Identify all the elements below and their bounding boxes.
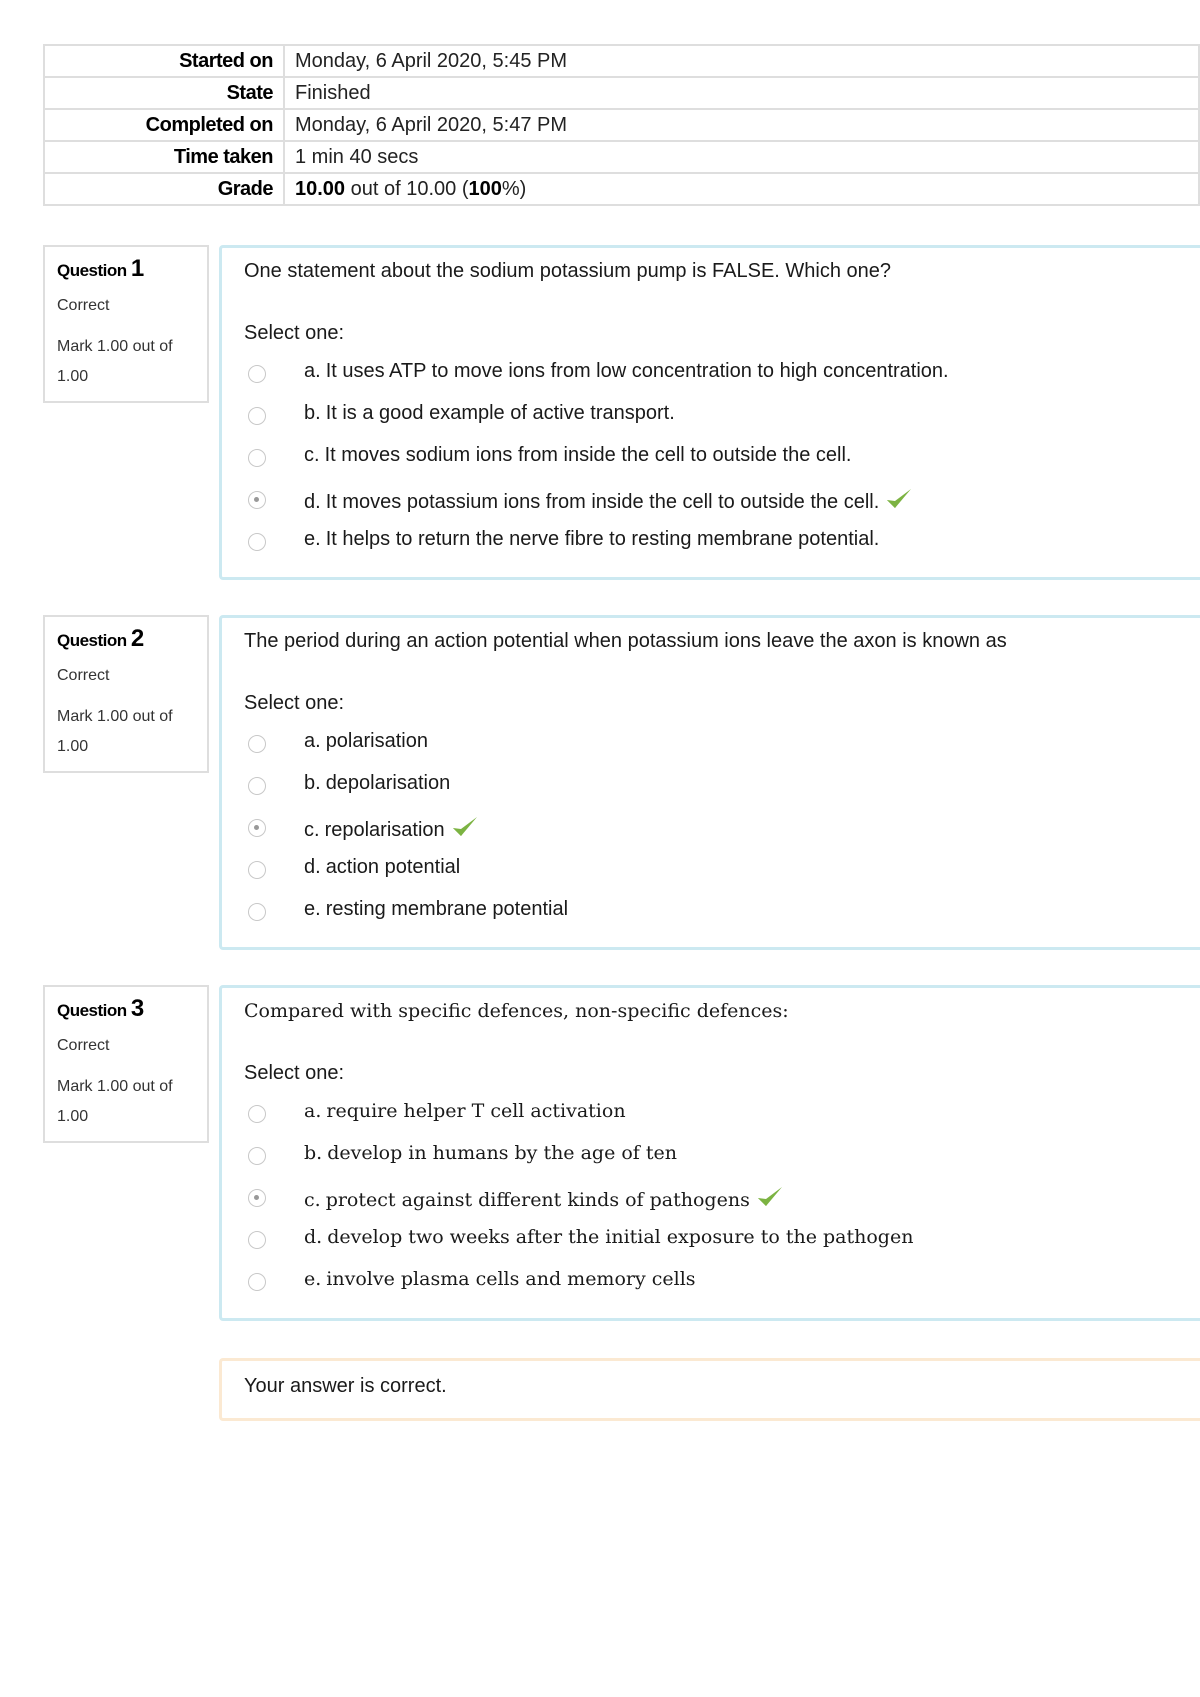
answer-radio[interactable] [248, 1189, 266, 1207]
answer-label [304, 528, 879, 551]
summary-row-time-taken [44, 141, 1199, 173]
answer-label [304, 444, 851, 467]
select-one-prompt: Select one: [244, 1062, 345, 1084]
answer-text: develop two weeks after the initial exposure to the pathogen [327, 1226, 914, 1248]
answer-radio[interactable] [248, 491, 266, 509]
answer-radio[interactable] [248, 407, 266, 425]
answer-option[interactable] [244, 1096, 1200, 1138]
attempt-summary-table [43, 44, 1200, 206]
question-formulation [219, 615, 1200, 950]
question-number [57, 625, 197, 653]
answer-letter: d. [304, 491, 321, 513]
answer-radio[interactable] [248, 1147, 266, 1165]
summary-label: Time taken [44, 141, 284, 173]
answer-letter: e. [304, 1268, 322, 1290]
summary-value: Monday, 6 April 2020, 5:47 PM [284, 109, 1199, 141]
answer-radio[interactable] [248, 533, 266, 551]
answer-text: repolarisation [324, 819, 445, 841]
answer-option[interactable] [244, 1264, 1200, 1306]
question-mark: Mark 1.00 out of 1.00 [57, 338, 173, 385]
answer-letter: c. [304, 819, 320, 841]
answer-letter: a. [304, 1100, 322, 1122]
answer-option[interactable] [244, 726, 1200, 768]
answer-label [304, 360, 949, 383]
answer-label [304, 730, 428, 753]
answer-radio[interactable] [248, 1231, 266, 1249]
answer-text: depolarisation [325, 772, 451, 794]
check-icon [885, 486, 913, 518]
answer-text: It is a good example of active transport. [325, 402, 675, 424]
answer-text: It helps to return the nerve fibre to resting membrane potential. [325, 528, 880, 550]
summary-value: 1 min 40 secs [284, 141, 1199, 173]
question-info [43, 615, 209, 773]
answer-radio[interactable] [248, 1105, 266, 1123]
question-state: Correct [57, 297, 110, 314]
question-state: Correct [57, 1037, 110, 1054]
question-text: The period during an action potential when potassium ions leave the axon is known as [244, 630, 1007, 652]
question-formulation [219, 985, 1200, 1321]
summary-row-started [44, 45, 1199, 77]
answer-letter: a. [304, 360, 321, 382]
answer-option[interactable] [244, 524, 1200, 566]
check-icon [756, 1184, 784, 1215]
summary-value: Finished [284, 77, 1199, 109]
feedback-box [219, 1358, 1200, 1421]
grade-out-of: out of 10.00 ( [345, 177, 469, 200]
answer-text: polarisation [325, 730, 428, 752]
answer-radio[interactable] [248, 365, 266, 383]
question-label: Question [57, 631, 127, 650]
question-label: Question [57, 261, 127, 280]
answer-option[interactable] [244, 1180, 1200, 1222]
question-number-value: 2 [130, 625, 144, 652]
answer-radio[interactable] [248, 735, 266, 753]
answer-label [304, 856, 460, 879]
answer-option[interactable] [244, 1222, 1200, 1264]
question-text: Compared with specific defences, non-specific defences: [244, 1000, 789, 1022]
answer-label [304, 1184, 784, 1215]
answer-text: resting membrane potential [325, 898, 569, 920]
select-one-prompt: Select one: [244, 322, 345, 344]
answer-letter: b. [304, 1142, 323, 1164]
summary-value: Monday, 6 April 2020, 5:45 PM [284, 45, 1199, 77]
answer-option[interactable] [244, 810, 1200, 852]
answer-label [304, 1142, 677, 1164]
answer-option[interactable] [244, 440, 1200, 482]
answer-label [304, 1226, 913, 1248]
answer-label [304, 1268, 696, 1290]
answer-letter: e. [304, 528, 321, 550]
select-one-prompt: Select one: [244, 692, 345, 714]
answer-radio[interactable] [248, 903, 266, 921]
answer-label [304, 772, 450, 795]
answer-letter: a. [304, 730, 321, 752]
question-number [57, 995, 197, 1023]
answer-option[interactable] [244, 482, 1200, 524]
answer-letter: c. [304, 1189, 321, 1211]
answer-radio[interactable] [248, 449, 266, 467]
question-label: Question [57, 1001, 127, 1020]
answer-text: develop in humans by the age of ten [327, 1142, 677, 1164]
answer-radio[interactable] [248, 1273, 266, 1291]
summary-label: State [44, 77, 284, 109]
answer-label [304, 402, 675, 425]
grade-percent-suffix: %) [501, 177, 527, 200]
question-number-value: 3 [130, 995, 144, 1022]
answer-option[interactable] [244, 768, 1200, 810]
answer-option[interactable] [244, 1138, 1200, 1180]
answer-letter: d. [304, 1226, 323, 1248]
summary-label: Grade [44, 173, 284, 205]
answer-radio[interactable] [248, 777, 266, 795]
answer-text: protect against different kinds of pathogens [325, 1189, 750, 1211]
answer-text: require helper T cell activation [326, 1100, 626, 1122]
grade-value [284, 173, 1199, 205]
answer-label [304, 898, 568, 921]
summary-label: Completed on [44, 109, 284, 141]
answer-text: action potential [325, 856, 461, 878]
answer-letter: d. [304, 856, 321, 878]
question-text: One statement about the sodium potassium pump is FALSE. Which one? [244, 260, 892, 282]
answer-option[interactable] [244, 894, 1200, 936]
answer-option[interactable] [244, 398, 1200, 440]
question-info [43, 245, 209, 403]
answer-letter: b. [304, 402, 321, 424]
grade-score: 10.00 [295, 177, 346, 200]
answer-radio[interactable] [248, 861, 266, 879]
answer-letter: c. [304, 444, 320, 466]
question-state: Correct [57, 667, 110, 684]
answer-label [304, 1100, 626, 1122]
question-info [43, 985, 209, 1143]
question-formulation [219, 245, 1200, 580]
answer-text: It moves potassium ions from inside the cell to outside the cell. [325, 491, 880, 513]
question-number-value: 1 [130, 255, 144, 282]
answer-letter: b. [304, 772, 321, 794]
answer-text: It moves sodium ions from inside the cell to outside the cell. [324, 444, 852, 466]
question-number [57, 255, 197, 283]
check-icon [451, 814, 479, 846]
answer-letter: e. [304, 898, 321, 920]
summary-row-state [44, 77, 1199, 109]
feedback-text: Your answer is correct. [244, 1375, 447, 1397]
grade-percent: 100 [468, 177, 502, 200]
answer-option[interactable] [244, 852, 1200, 894]
answer-label [304, 814, 479, 846]
summary-row-grade [44, 173, 1199, 205]
question-mark: Mark 1.00 out of 1.00 [57, 1078, 173, 1125]
answer-label [304, 486, 913, 518]
summary-label: Started on [44, 45, 284, 77]
answer-text: It uses ATP to move ions from low concentration to high concentration. [325, 360, 949, 382]
summary-row-completed [44, 109, 1199, 141]
answer-radio[interactable] [248, 819, 266, 837]
answer-option[interactable] [244, 356, 1200, 398]
answer-text: involve plasma cells and memory cells [326, 1268, 696, 1290]
question-mark: Mark 1.00 out of 1.00 [57, 708, 173, 755]
